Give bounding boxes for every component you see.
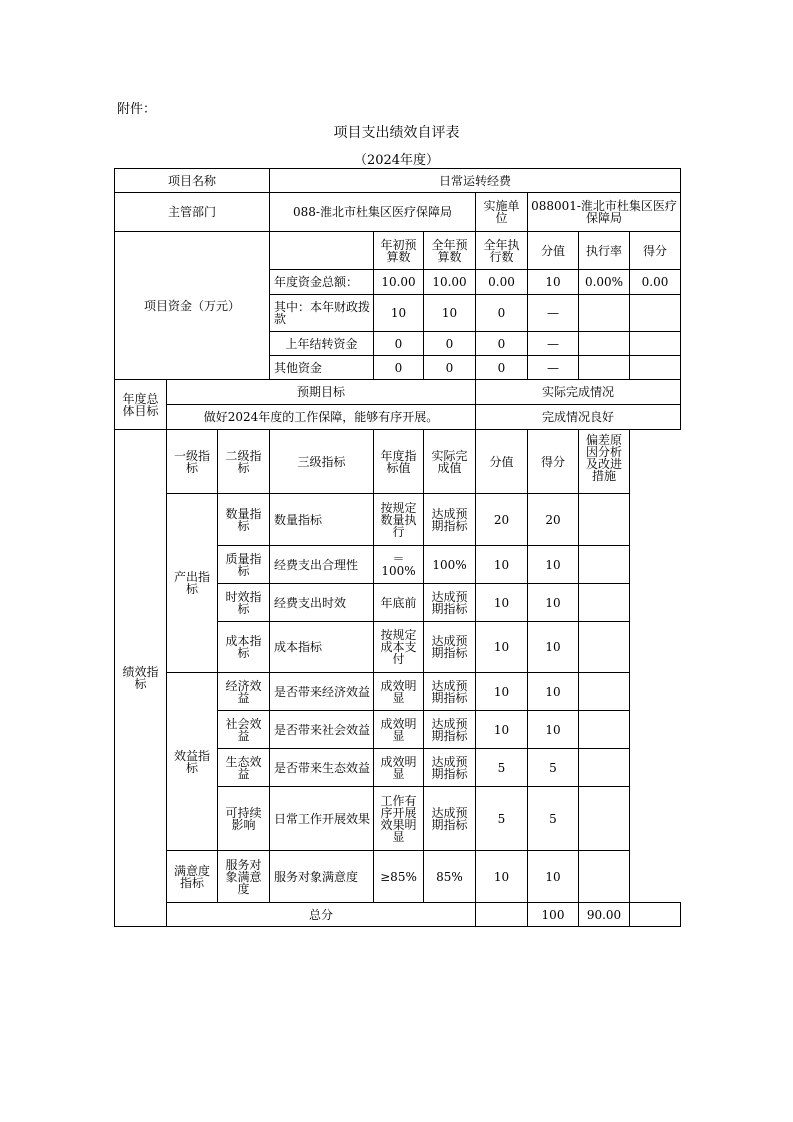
funds-row-label: 年度资金总额： bbox=[270, 270, 374, 295]
funds-cell bbox=[630, 295, 681, 332]
actual-cell: 达成预期指标 bbox=[424, 673, 476, 711]
goals-expected-text: 做好2024年度的工作保障，能够有序开展。 bbox=[167, 405, 476, 430]
funds-cell: 0.00% bbox=[579, 270, 630, 295]
got-cell: 10 bbox=[528, 584, 579, 622]
perf-header: 三级指标 bbox=[270, 430, 374, 494]
funds-header: 全年执行数 bbox=[476, 232, 528, 270]
funds-header: 全年预算数 bbox=[424, 232, 476, 270]
level3-cell: 是否带来社会效益 bbox=[270, 711, 374, 749]
goals-actual-text: 完成情况良好 bbox=[476, 405, 681, 430]
total-note bbox=[630, 903, 681, 927]
level2-cell: 时效指标 bbox=[218, 584, 270, 622]
got-cell: 10 bbox=[528, 673, 579, 711]
score-cell: 10 bbox=[476, 851, 528, 903]
level2-cell: 经济效益 bbox=[218, 673, 270, 711]
target-cell: 成效明显 bbox=[374, 673, 424, 711]
note-cell bbox=[579, 787, 630, 851]
project-name-label: 项目名称 bbox=[115, 169, 270, 193]
funds-cell: 0 bbox=[476, 332, 528, 356]
level2-cell: 数量指标 bbox=[218, 494, 270, 546]
funds-cell bbox=[579, 332, 630, 356]
total-got: 90.00 bbox=[579, 903, 630, 927]
funds-header: 分值 bbox=[528, 232, 579, 270]
got-cell: 10 bbox=[528, 622, 579, 673]
level3-cell: 成本指标 bbox=[270, 622, 374, 673]
level3-cell: 经费支出时效 bbox=[270, 584, 374, 622]
perf-header: 二级指标 bbox=[218, 430, 270, 494]
self-evaluation-table bbox=[114, 168, 681, 927]
actual-cell: 达成预期指标 bbox=[424, 622, 476, 673]
note-cell bbox=[579, 851, 630, 903]
perf-header: 得分 bbox=[528, 430, 579, 494]
total-label: 总分 bbox=[167, 903, 476, 927]
goals-label: 年度总体目标 bbox=[115, 380, 167, 430]
page-title: 项目支出绩效自评表 bbox=[333, 125, 460, 141]
level3-cell: 经费支出合理性 bbox=[270, 546, 374, 584]
level3-cell: 数量指标 bbox=[270, 494, 374, 546]
score-cell: 10 bbox=[476, 584, 528, 622]
perf-header: 分值 bbox=[476, 430, 528, 494]
total-score: 100 bbox=[528, 903, 579, 927]
target-cell: ≥85% bbox=[374, 851, 424, 903]
note-cell bbox=[579, 711, 630, 749]
funds-cell: — bbox=[528, 295, 579, 332]
note-cell bbox=[579, 546, 630, 584]
funds-header: 年初预算数 bbox=[374, 232, 424, 270]
funds-cell: 10 bbox=[424, 295, 476, 332]
level1-benefit: 效益指标 bbox=[167, 673, 218, 851]
attachment-label: 附件： bbox=[117, 102, 157, 117]
perf-header: 年度指标值 bbox=[374, 430, 424, 494]
note-cell bbox=[579, 673, 630, 711]
target-cell: 成效明显 bbox=[374, 711, 424, 749]
funds-cell: — bbox=[528, 356, 579, 380]
note-cell bbox=[579, 584, 630, 622]
level2-cell: 生态效益 bbox=[218, 749, 270, 787]
score-cell: 10 bbox=[476, 546, 528, 584]
perf-header: 偏差原因分析及改进措施 bbox=[579, 430, 630, 494]
funds-cell: 10.00 bbox=[424, 270, 476, 295]
dept-value: 088-淮北市杜集区医疗保障局 bbox=[270, 193, 476, 232]
funds-cell: 0.00 bbox=[476, 270, 528, 295]
total-actual bbox=[476, 903, 528, 927]
perf-header: 实际完成值 bbox=[424, 430, 476, 494]
funds-header: 得分 bbox=[630, 232, 681, 270]
actual-cell: 达成预期指标 bbox=[424, 749, 476, 787]
funds-cell bbox=[630, 332, 681, 356]
actual-cell: 达成预期指标 bbox=[424, 494, 476, 546]
funds-cell bbox=[630, 356, 681, 380]
actual-cell: 100% bbox=[424, 546, 476, 584]
level2-cell: 服务对象满意度 bbox=[218, 851, 270, 903]
funds-cell: 0 bbox=[374, 332, 424, 356]
perf-header: 一级指标 bbox=[167, 430, 218, 494]
funds-cell bbox=[579, 295, 630, 332]
impl-label: 实施单位 bbox=[476, 193, 528, 232]
actual-cell: 达成预期指标 bbox=[424, 787, 476, 851]
note-cell bbox=[579, 622, 630, 673]
funds-cell bbox=[579, 356, 630, 380]
funds-row-label: 其中：本年财政拨款 bbox=[270, 295, 374, 332]
perf-label: 绩效指标 bbox=[115, 430, 167, 927]
level1-satisfaction: 满意度指标 bbox=[167, 851, 218, 903]
got-cell: 20 bbox=[528, 494, 579, 546]
score-cell: 5 bbox=[476, 787, 528, 851]
funds-cell: 10 bbox=[374, 295, 424, 332]
note-cell bbox=[579, 749, 630, 787]
project-name-value: 日常运转经费 bbox=[270, 169, 681, 193]
got-cell: 5 bbox=[528, 787, 579, 851]
dept-label: 主管部门 bbox=[115, 193, 270, 232]
level3-cell: 是否带来经济效益 bbox=[270, 673, 374, 711]
got-cell: 10 bbox=[528, 546, 579, 584]
funds-header-blank bbox=[270, 232, 374, 270]
goals-expected-header: 预期目标 bbox=[167, 380, 476, 405]
target-cell: 工作有序开展效果明显 bbox=[374, 787, 424, 851]
funds-cell: 0 bbox=[424, 356, 476, 380]
impl-value: 088001-淮北市杜集区医疗保障局 bbox=[528, 193, 681, 232]
level2-cell: 可持续影响 bbox=[218, 787, 270, 851]
level3-cell: 日常工作开展效果 bbox=[270, 787, 374, 851]
level2-cell: 社会效益 bbox=[218, 711, 270, 749]
score-cell: 10 bbox=[476, 711, 528, 749]
funds-cell: 10.00 bbox=[374, 270, 424, 295]
report-year: （2024年度） bbox=[353, 153, 440, 168]
funds-cell: 0 bbox=[476, 295, 528, 332]
funds-cell: 0 bbox=[374, 356, 424, 380]
funds-cell: — bbox=[528, 332, 579, 356]
got-cell: 5 bbox=[528, 749, 579, 787]
goals-actual-header: 实际完成情况 bbox=[476, 380, 681, 405]
funds-cell: 0 bbox=[476, 356, 528, 380]
level1-output: 产出指标 bbox=[167, 494, 218, 673]
funds-row-label: 其他资金 bbox=[270, 356, 374, 380]
actual-cell: 达成预期指标 bbox=[424, 584, 476, 622]
score-cell: 10 bbox=[476, 622, 528, 673]
level3-cell: 服务对象满意度 bbox=[270, 851, 374, 903]
level2-cell: 质量指标 bbox=[218, 546, 270, 584]
funds-cell: 10 bbox=[528, 270, 579, 295]
target-cell: 成效明显 bbox=[374, 749, 424, 787]
got-cell: 10 bbox=[528, 851, 579, 903]
actual-cell: 达成预期指标 bbox=[424, 711, 476, 749]
score-cell: 10 bbox=[476, 673, 528, 711]
score-cell: 20 bbox=[476, 494, 528, 546]
actual-cell: 85% bbox=[424, 851, 476, 903]
score-cell: 5 bbox=[476, 749, 528, 787]
funds-label: 项目资金（万元） bbox=[115, 232, 270, 380]
note-cell bbox=[579, 494, 630, 546]
funds-cell: 0 bbox=[424, 332, 476, 356]
target-cell: 按规定数量执行 bbox=[374, 494, 424, 546]
funds-header: 执行率 bbox=[579, 232, 630, 270]
level2-cell: 成本指标 bbox=[218, 622, 270, 673]
funds-cell: 0.00 bbox=[630, 270, 681, 295]
got-cell: 10 bbox=[528, 711, 579, 749]
level3-cell: 是否带来生态效益 bbox=[270, 749, 374, 787]
target-cell: 按规定成本支付 bbox=[374, 622, 424, 673]
funds-row-label: 上年结转资金 bbox=[270, 332, 374, 356]
target-cell: 年底前 bbox=[374, 584, 424, 622]
target-cell: ＝100% bbox=[374, 546, 424, 584]
